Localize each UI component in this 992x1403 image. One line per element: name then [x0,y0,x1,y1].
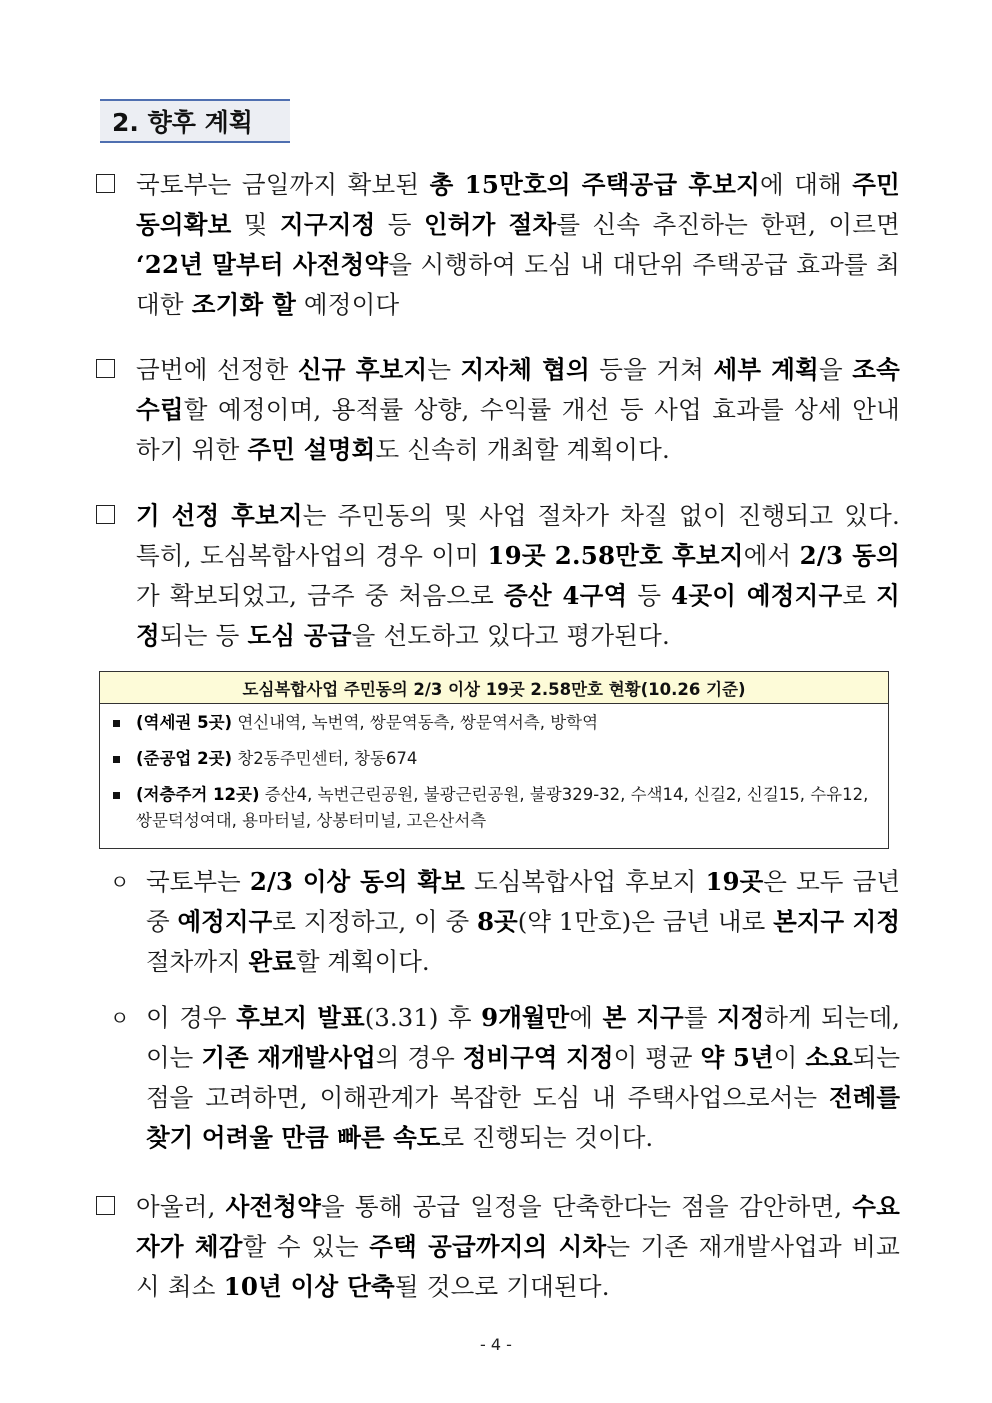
bold-text: 증산 4구역 [504,581,628,610]
checkbox-square-icon [96,359,115,378]
text-run: 이 경우 [146,1003,237,1032]
bold-text: 19곳 [705,867,764,896]
text-run: 하게 되는데, 이는 [146,1003,900,1072]
text-run: 할 계획이다. [295,947,430,976]
section-title-text: 2. 향후 계획 [112,108,253,137]
bold-text: 사전청약 [225,1192,322,1221]
text-run: (3.31) 후 [364,1003,482,1032]
text-run: 국토부는 금일까지 확보된 [136,170,430,199]
bold-text: 약 5년 [700,1043,774,1072]
paragraph-1 [92,165,900,325]
bold-text: 본 지구 [602,1003,684,1032]
text-run: 에 [569,1003,603,1032]
bold-text: 지구지정 [279,210,376,239]
text-run: 를 신속 추진하는 한편, 이르면 [556,210,900,239]
text-run: 및 [231,210,280,239]
paragraph-text [136,165,900,325]
checkbox-square-icon [96,174,115,193]
text-run: 은 모두 금년 중 [146,867,900,936]
section-title [100,99,290,143]
status-item [100,782,888,834]
bold-text: 총 15만호의 주택공급 후보지 [429,170,760,199]
bold-text: 2/3 이상 동의 확보 [249,867,465,896]
paragraph-text [136,1187,900,1307]
text-run: 금번에 선정한 [136,355,298,384]
checkbox-square-icon [96,1196,115,1215]
paragraph-4 [92,1187,900,1307]
bold-text: 인허가 절차 [423,210,557,239]
text-run: 로 [842,581,877,610]
bold-text: 주택 공급까지의 시차 [369,1232,607,1261]
page-number: - 4 - [480,1335,512,1354]
status-item-text: 연신내역, 녹번역, 쌍문역동측, 쌍문역서측, 방학역 [232,713,599,732]
status-item [100,710,888,736]
bold-text: 주민 동의확보 [136,170,901,239]
bold-text: 9개월만 [481,1003,570,1032]
bold-text: 주민 설명회 [247,435,376,464]
text-run: 할 수 있는 [242,1232,370,1261]
square-bullet-icon [113,756,120,763]
bold-text: 4곳이 예정지구 [671,581,843,610]
bold-text: 도심 공급 [247,621,352,650]
status-item-label: (준공업 2곳) [136,749,233,768]
status-box [99,671,889,849]
status-item-label: (저층주거 12곳) [136,785,260,804]
sub-point-text [146,862,900,982]
text-run: 에 대해 [759,170,853,199]
text-run: 로 지정하고, 이 중 [272,907,477,936]
sub-point-text [146,998,900,1158]
text-run: 되는 점을 고려하면, 이해관계가 복잡한 도심 내 주택사업으로서는 [146,1043,900,1112]
paragraph-text [136,496,900,656]
text-run: 는 주민동의 및 사업 절차가 차질 없이 진행되고 있다. 특히, 도심복합사업의 경우 이미 [136,501,900,570]
bold-text: 조속 수립 [136,355,900,424]
text-run: 할 예정이며, 용적률 상향, 수익률 개선 등 사업 효과를 상세 안내하기 위한 [136,395,900,464]
bold-text: 예정지구 [177,907,273,936]
bold-text: 본지구 지정 [773,907,900,936]
text-run: (약 1만호)은 금년 내로 [517,907,774,936]
text-run: 을 시행하여 도심 내 대단위 주택공급 효과를 최대한 [136,250,900,319]
bold-text: 완료 [248,947,296,976]
square-bullet-icon [113,792,120,799]
text-run: 를 [683,1003,717,1032]
bold-text: 정비구역 지정 [462,1043,614,1072]
text-run: 예정이다 [295,290,400,319]
circle-bullet-icon: ㅇ [110,870,130,894]
paragraph-text [136,350,900,470]
text-run: 되는 등 [159,621,248,650]
bold-text: 19곳 2.58만호 후보지 [487,541,744,570]
bold-text: 2/3 동의 [799,541,900,570]
status-item-label: (역세권 5곳) [136,713,233,732]
text-run: 는 [427,355,461,384]
sub-point-2 [110,998,900,1158]
square-bullet-icon [113,720,120,727]
text-run: 도 신속히 개최할 계획이다. [375,435,671,464]
text-run: 로 진행되는 것이다. [440,1123,654,1152]
status-item-text: 창2동주민센터, 창동674 [232,749,418,768]
text-run: 국토부는 [146,867,250,896]
bold-text: 지자체 협의 [460,355,590,384]
text-run: 가 확보되었고, 금주 중 처음으로 [136,581,504,610]
text-run: 을 통해 공급 일정을 단축한다는 점을 감안하면, [321,1192,853,1221]
bold-text: 기존 재개발사업 [201,1043,376,1072]
text-run: 을 [819,355,853,384]
bold-text: ‘22년 말부터 사전청약 [136,250,389,279]
bold-text: 지정 [136,581,901,650]
bold-text: 수요자가 체감 [136,1192,901,1261]
bold-text: 전례를 찾기 어려울 만큼 빠른 속도 [146,1083,900,1152]
text-run: 의 경우 [375,1043,463,1072]
bold-text: 후보지 발표 [236,1003,365,1032]
status-item-text: 증산4, 녹번근린공원, 불광근린공원, 불광329-32, 수색14, 신길2, 신길15, 수유12, 쌍문덕성여대, 용마터널, 상봉터미널, 고은산서측 [136,785,869,830]
text-run: 등을 거쳐 [589,355,714,384]
sub-point-1 [110,862,900,982]
text-run: 을 선도하고 있다고 평가된다. [351,621,671,650]
text-run: 에서 [743,541,800,570]
text-run: 이 [773,1043,806,1072]
bold-text: 지정 [716,1003,765,1032]
text-run: 절차까지 [146,947,249,976]
bold-text: 소요 [805,1043,853,1072]
text-run: 등 [375,210,424,239]
circle-bullet-icon: ㅇ [110,1006,130,1030]
paragraph-2 [92,350,900,470]
text-run: 될 것으로 기대된다. [394,1272,610,1301]
bold-text: 세부 계획 [713,355,820,384]
text-run: 는 기존 재개발사업과 비교 시 최소 [136,1232,901,1301]
paragraph-3 [92,496,900,656]
bold-text: 8곳 [476,907,518,936]
bold-text: 10년 이상 단축 [223,1272,395,1301]
bold-text: 조기화 할 [191,290,296,319]
bold-text: 기 선정 후보지 [136,501,303,530]
status-box-header: 도심복합사업 주민동의 2/3 이상 19곳 2.58만호 현황(10.26 기준) [100,672,888,704]
text-run: 도심복합사업 후보지 [464,867,706,896]
status-item [100,746,888,772]
bold-text: 신규 후보지 [297,355,428,384]
checkbox-square-icon [96,505,115,524]
text-run: 등 [627,581,672,610]
text-run: 아울러, [136,1192,226,1221]
text-run: 이 평균 [613,1043,701,1072]
